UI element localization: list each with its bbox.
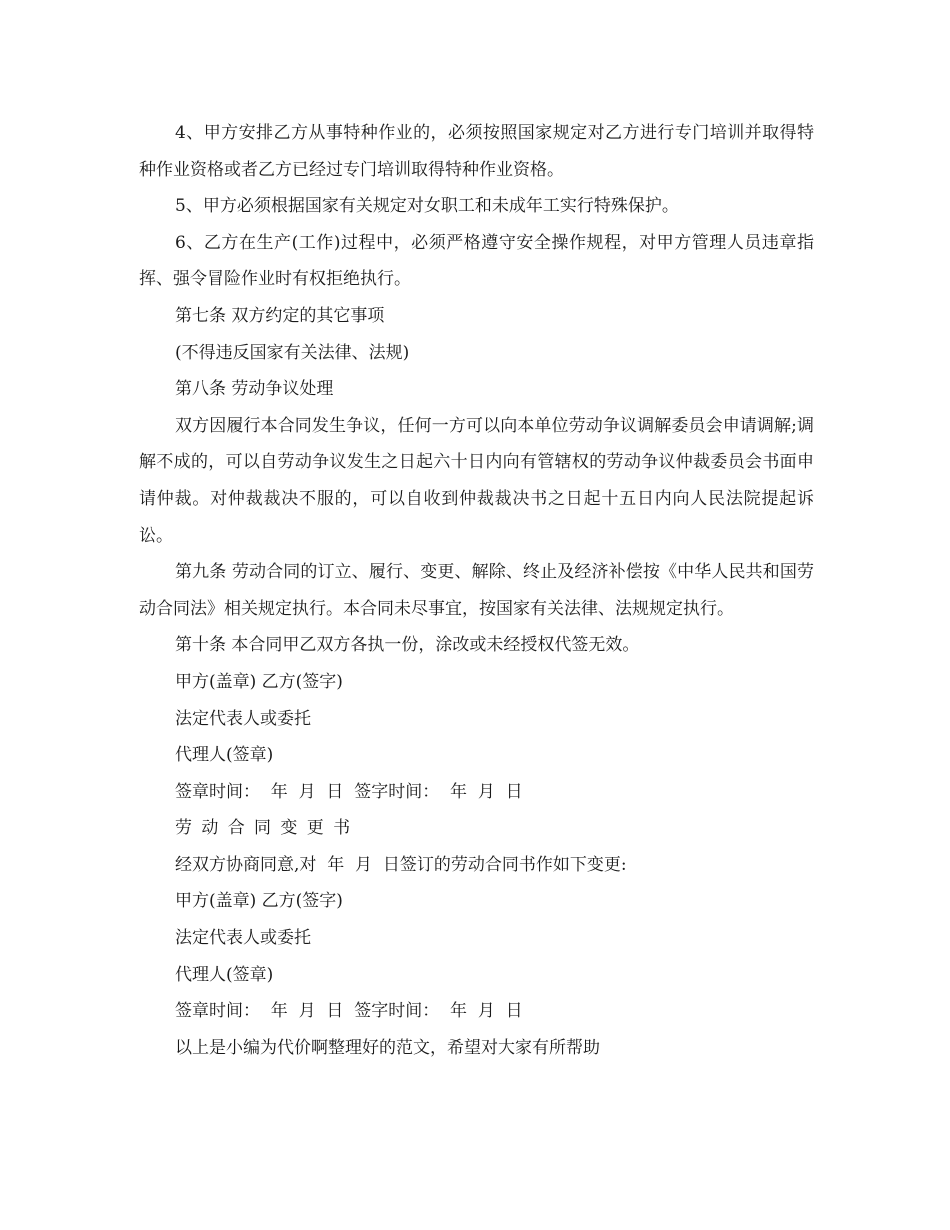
agent-signature-line: 代理人(签章) bbox=[175, 745, 274, 766]
signature-date-line: 签章时间： 年 月 日 签字时间： 年 月 日 bbox=[175, 781, 523, 802]
paragraph-article-10: 第十条 本合同甲乙双方各执一份，涂改或未经授权代签无效。 bbox=[175, 635, 640, 656]
document-page bbox=[139, 115, 814, 1066]
signature-parties-line: 甲方(盖章) 乙方(签字) bbox=[175, 671, 343, 692]
paragraph-article-7-note: (不得违反国家有关法律、法规) bbox=[175, 342, 410, 363]
change-agent-signature-line: 代理人(签章) bbox=[175, 964, 274, 985]
paragraph-clause-5: 5、甲方必须根据国家有关规定对女职工和未成年工实行特殊保护。 bbox=[175, 196, 679, 217]
heading-article-8: 第八条 劳动争议处理 bbox=[175, 379, 334, 400]
change-signature-date-line: 签章时间： 年 月 日 签字时间： 年 月 日 bbox=[175, 1001, 523, 1022]
closing-note: 以上是小编为代价啊整理好的范文，希望对大家有所帮助 bbox=[175, 1037, 600, 1058]
change-document-title: 劳动合同变更书 bbox=[175, 818, 360, 839]
paragraph-clause-4: 4、甲方安排乙方从事特种作业的，必须按照国家规定对乙方进行专门培训并取得特种作业资格或者乙方已经过专门培训取得特种作业资格。 bbox=[139, 123, 814, 180]
paragraph-dispute-resolution: 双方因履行本合同发生争议，任何一方可以向本单位劳动争议调解委员会申请调解;调解不成的，可以自劳动争议发生之日起六十日内向有管辖权的劳动争议仲裁委员会书面申请仲裁。对仲裁裁决不服的，可以自收到仲裁裁决书之日起十五日内向人民法院提起诉讼。 bbox=[139, 415, 814, 546]
change-legal-representative-line: 法定代表人或委托 bbox=[175, 928, 311, 949]
paragraph-clause-6: 6、乙方在生产(工作)过程中，必须严格遵守安全操作规程，对甲方管理人员违章指挥、强令冒险作业时有权拒绝执行。 bbox=[139, 232, 814, 290]
paragraph-article-9: 第九条 劳动合同的订立、履行、变更、解除、终止及经济补偿按《中华人民共和国劳动合同法》相关规定执行。本合同未尽事宜，按国家有关法律、法规规定执行。 bbox=[139, 562, 814, 619]
change-signature-parties-line: 甲方(盖章) 乙方(签字) bbox=[175, 891, 343, 912]
change-agreement-line: 经双方协商同意,对 年 月 日签订的劳动合同书作如下变更: bbox=[175, 854, 627, 875]
legal-representative-line: 法定代表人或委托 bbox=[175, 708, 311, 729]
heading-article-7: 第七条 双方约定的其它事项 bbox=[175, 305, 385, 326]
